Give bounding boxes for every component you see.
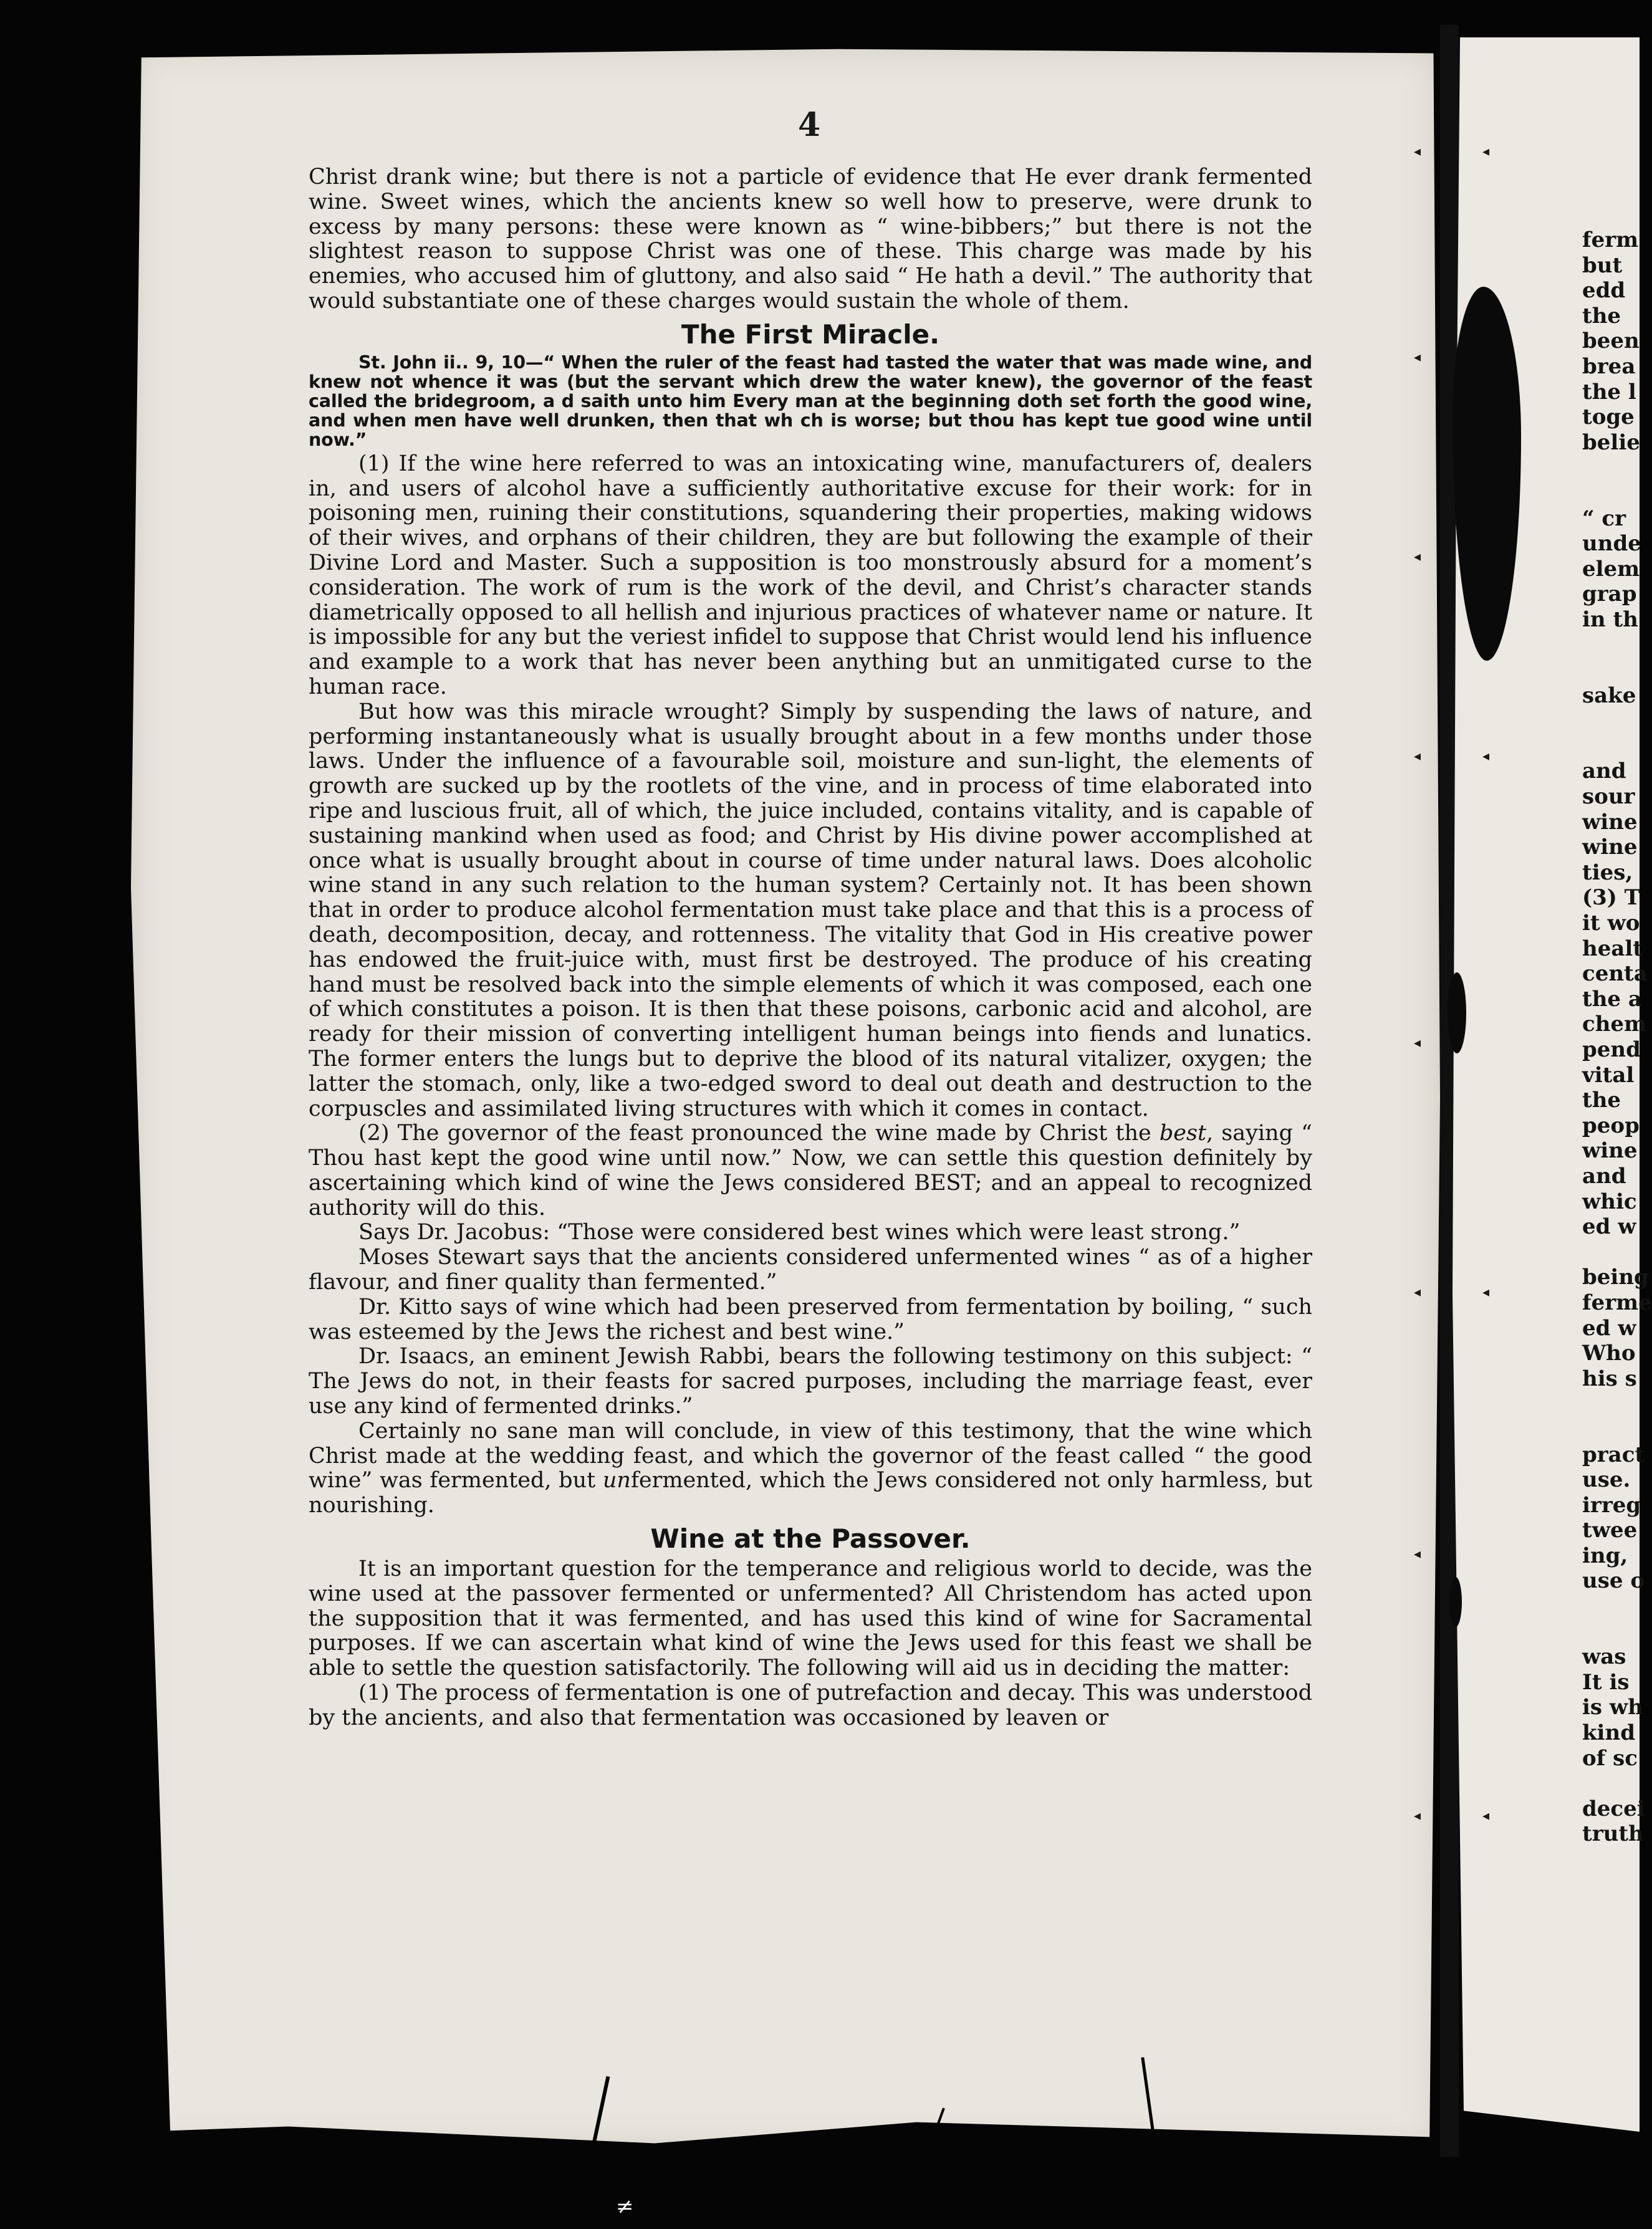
italic-word: best xyxy=(1159,1121,1207,1146)
scan-tick-mark: ◂ xyxy=(1482,143,1490,160)
right-page-line: the xyxy=(1582,303,1621,328)
right-page-line: vital xyxy=(1582,1062,1635,1088)
right-page-line: irreg xyxy=(1582,1492,1641,1518)
right-page-line: decei xyxy=(1582,1796,1645,1821)
scan-tick-mark: ◂ xyxy=(1482,1284,1490,1300)
right-page-line: edd xyxy=(1582,278,1626,304)
right-page-line: (3) T xyxy=(1582,885,1640,911)
right-page-line: and xyxy=(1582,1163,1626,1189)
right-page-line: ties, xyxy=(1582,860,1633,885)
right-page-line: elem xyxy=(1582,556,1640,582)
right-page-line: wine xyxy=(1582,835,1638,860)
scan-tick-mark: ◂ xyxy=(1414,1035,1421,1051)
right-page-line xyxy=(1582,1417,1632,1442)
text-run: Certainly no sane man will conclude, in view of this testimony, that the wine which Christ made at the wedding feast, and which the governor of the feast called “ the good wine” was fermented, but xyxy=(309,1418,1312,1493)
paragraph: It is an important question for the temperance and religious world to decide, was the wine used at the passover fermented or unfermented? All Christendom has acted upon the supposition that it was fermented, and has used this kind of wine for Sacramental purposes. If we can ascertain what kind of wine the Jews used for this feast we shall be able to settle the question satisfactorily. The following will aid us in deciding the matter: xyxy=(309,1556,1312,1681)
scan-tick-mark: ◂ xyxy=(1414,549,1421,565)
right-page-line: “ cr xyxy=(1582,506,1626,531)
right-page-line xyxy=(1582,1771,1632,1796)
paragraph xyxy=(309,1121,1312,1220)
scan-tick-mark: ◂ xyxy=(1414,349,1421,365)
right-page-line xyxy=(1582,1391,1632,1417)
right-page-line: pract xyxy=(1582,1442,1645,1467)
right-page-line: truth xyxy=(1582,1821,1644,1847)
right-page-line xyxy=(1582,633,1632,658)
right-page-line: kind xyxy=(1582,1720,1635,1746)
right-page-line: wine xyxy=(1582,1138,1638,1164)
right-page-line xyxy=(1582,455,1632,481)
right-page-line: ing, xyxy=(1582,1543,1628,1568)
right-page-line: the xyxy=(1582,1088,1621,1113)
paragraph: Moses Stewart says that the ancients considered unfermented wines “ as of a higher flavour, and finer quality than fermented.” xyxy=(309,1245,1312,1295)
right-page-line: sake xyxy=(1582,683,1636,708)
right-page-line: toge xyxy=(1582,405,1635,430)
right-page-line: unde xyxy=(1582,531,1641,557)
right-page-line: it wo xyxy=(1582,911,1640,936)
right-page-line: the l xyxy=(1582,379,1636,405)
right-page-line xyxy=(1582,734,1632,759)
right-page-line: use o xyxy=(1582,1568,1645,1594)
text-run: fermented, which the Jews considered not only harmless, but nourishing. xyxy=(309,1468,1312,1518)
italic-word: un xyxy=(602,1468,631,1493)
right-page-line: ed w xyxy=(1582,1214,1636,1240)
scan-tick-mark: ◂ xyxy=(1414,748,1421,764)
right-page-line: use. xyxy=(1582,1467,1631,1493)
right-page-line: the a xyxy=(1582,986,1642,1012)
right-page-line: It is xyxy=(1582,1669,1630,1695)
right-page-line xyxy=(1582,708,1632,734)
right-page-line: belie xyxy=(1582,429,1640,455)
paragraph xyxy=(309,1419,1312,1518)
intro-paragraph: Christ drank wine; but there is not a particle of evidence that He ever drank fermented wine. Sweet wines, which the ancients knew so well how to preserve, were drunk to excess by many persons: these were known as “ wine-bibbers;” but there is not the slightest reason to suppose Christ was one of these. This charge was made by his enemies, who accused him of gluttony, and also said “ He hath a devil.” The authority that would substantiate one of these charges would sustain the whole of them. xyxy=(309,165,1312,314)
right-page-line: pend xyxy=(1582,1037,1641,1062)
scan-tick-mark: ◂ xyxy=(1414,1808,1421,1824)
text-run: , saying “ Thou hast kept the good wine until now.” Now, we can settle this question definitely by ascertaining which kind of wine the Jews considered BEST; and an appeal to recognized authority will do this. xyxy=(309,1121,1312,1220)
right-page-line xyxy=(1582,1619,1632,1645)
right-page-line: being xyxy=(1582,1265,1649,1290)
right-page-line xyxy=(1582,658,1632,683)
scan-tick-mark: ◂ xyxy=(1414,1546,1421,1562)
right-page-line: been xyxy=(1582,328,1640,354)
right-page-line: ferme xyxy=(1582,1290,1652,1315)
paragraph: (1) If the wine here referred to was an intoxicating wine, manufacturers of, dealers in, and users of alcohol have a sufficiently authoritative excuse for their work: for in poisoning men, ruining their constitutions, squandering their properties, making widows of their wives, and orphans of their children, they are but following the example of their Divine Lord and Master. Such a supposition is too monstrously absurd for a moment’s consideration. The work of rum is the work of the devil, and Christ’s character stands diametrically opposed to all hellish and injurious practices of whatever name or nature. It is impossible for any but the veriest infidel to suppose that Christ would lend his influence and example to a work that has never been anything but an unmitigated curse to the human race. xyxy=(309,451,1312,699)
scripture-quote: St. John ii.. 9, 10—“ When the ruler of the feast had tasted the water that was made wine, and knew not whence it was (but the servant which drew the water knew), the governor of the feast called the bridegroom, a d saith unto him Every man at the beginning doth set forth the good wine, and when men have well drunken, then that wh ch is worse; but thou has kept tue good wine until now.” xyxy=(309,351,1312,450)
scan-tick-mark: ◂ xyxy=(1414,1284,1421,1300)
right-page-line: ed w xyxy=(1582,1315,1636,1341)
right-page-line: of sc xyxy=(1582,1745,1638,1771)
right-page-line: sour xyxy=(1582,784,1635,810)
right-page-line xyxy=(1582,1240,1632,1265)
ink-spot xyxy=(1449,1577,1462,1627)
text-run: (2) The governor of the feast pronounced the wine made by Christ the xyxy=(358,1121,1160,1146)
right-page-line: his s xyxy=(1582,1366,1637,1391)
paragraph: Dr. Isaacs, an eminent Jewish Rabbi, bears the following testimony on this subject: “ The Jews do not, in their feasts for sacred purposes, including the marriage feast, ever use any kind of fermented drinks.” xyxy=(309,1344,1312,1419)
right-page-line: whic xyxy=(1582,1189,1637,1214)
page-number: 4 xyxy=(798,106,821,144)
right-page-line: and xyxy=(1582,759,1626,784)
paragraph: Dr. Kitto says of wine which had been preserved from fermentation by boiling, “ such was esteemed by the Jews the richest and best wine.” xyxy=(309,1294,1312,1345)
right-page-line xyxy=(1582,481,1632,506)
right-page-line: is wh xyxy=(1582,1695,1643,1720)
paragraph: Says Dr. Jacobus: “Those were considered best wines which were least strong.” xyxy=(358,1220,1241,1245)
right-page-line: healt xyxy=(1582,936,1643,961)
section-heading-passover: Wine at the Passover. xyxy=(650,1523,971,1555)
scan-tick-mark: ◂ xyxy=(1482,1808,1490,1824)
paragraph: But how was this miracle wrought? Simply by suspending the laws of nature, and performing instantaneously what is usually brought about in a few months under those laws. Under the influence of a favourable soil, moisture and sun-light, the elements of growth are sucked up by the rootlets of the vine, and in process of time elaborated into ripe and luscious fruit, all of which, the juice included, contains vitality, and is capable of sustaining mankind when used as food; and Christ by His divine power accomplished at once what is usually brought about in course of time under natural laws. Does alcoholic wine stand in any such relation to the human system? Certainly not. It has been shown that in order to produce alcohol fermentation must take place and that this is a process of death, decomposition, decay, and rottenness. The vitality that God in His creative power has endowed the fruit-juice with, must first be destroyed. The produce of his creating hand must be resolved back into the simple elements of which it was composed, each one of which constitutes a poison. It is then that these poisons, carbonic acid and alcohol, are ready for their mission of converting intelligent human beings into fiends and lunatics. The former enters the lungs but to deprive the blood of its natural vitalizer, oxygen; the latter the stomach, only, like a two-edged sword to deal out death and destruction to the corpuscles and assimilated living structures with which it comes in contact. xyxy=(309,699,1312,1121)
right-page-line: Who xyxy=(1582,1341,1636,1366)
scan-tick-mark: ◂ xyxy=(1414,143,1421,160)
right-page-line: twee xyxy=(1582,1518,1638,1543)
paragraph: (1) The process of fermentation is one of putrefaction and decay. This was understood by the ancients, and also that fermentation was occasioned by leaven or xyxy=(309,1680,1312,1730)
article-body xyxy=(309,165,1312,1731)
right-page-line xyxy=(1582,1594,1632,1619)
right-page-line: wine xyxy=(1582,809,1638,835)
ink-spot xyxy=(1448,972,1466,1053)
bottom-mark: ≠ xyxy=(616,2194,634,2219)
right-page-line: peop xyxy=(1582,1113,1640,1138)
section-heading-first-miracle: The First Miracle. xyxy=(681,319,940,350)
right-page-line: was xyxy=(1582,1644,1626,1670)
right-page-line: grap xyxy=(1582,582,1637,607)
right-page-line: in th xyxy=(1582,606,1638,632)
scan-tick-mark: ◂ xyxy=(1482,748,1490,764)
right-page-line: brea xyxy=(1582,353,1636,379)
right-page-text xyxy=(1582,228,1652,1847)
right-page-line: but xyxy=(1582,252,1623,278)
right-page-line: chem xyxy=(1582,1012,1647,1037)
right-page-line: centa xyxy=(1582,961,1648,987)
right-page-line: ferm xyxy=(1582,228,1639,252)
